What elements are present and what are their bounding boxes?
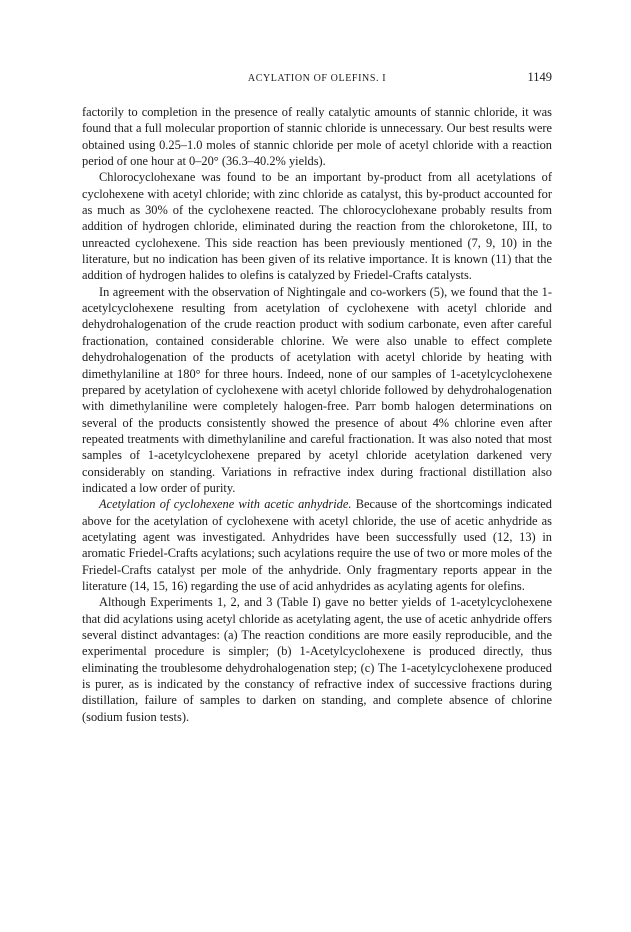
journal-page [82, 70, 552, 725]
paragraph-advantages [82, 594, 552, 725]
paragraph-text: Chlorocyclohexane was found to be an important by-product from all acetylations of cyclohexene with acetyl chloride; with zinc chloride as catalyst, this by-product accounted for as much as 30% of the cyclohexene reacted. The chlorocyclohexane probably results from addition of hydrogen chloride, eliminated during the reaction from the chloroketone, III, to unreacted cyclohexene. This side reaction has been previously mentioned (7, 9, 10) in the literature, but no indication has been given of its relative importance. It is known (11) that the addition of hydrogen halides to olefins is catalyzed by Friedel-Crafts catalysts. [82, 170, 552, 283]
section-run-in-heading: Acetylation of cyclohexene with acetic anhydride. [99, 497, 352, 512]
article-body [82, 104, 552, 725]
paragraph-nightingale [82, 284, 552, 496]
paragraph-text: In agreement with the observation of Nightingale and co-workers (5), we found that the 1-acetylcyclohexene resulting from acetylation of cyclohexene with acetyl chloride and dehydrohalogenation of the crude reaction product with sodium carbonate, even after careful fractionation, contained considerable chlorine. We were also unable to effect complete dehydrohalogenation of the products of acetylation with acetyl chloride by heating with dimethylaniline at 180° for three hours. Indeed, none of our samples of 1-acetylcyclohexene prepared by acetylation of cyclohexene with acetyl chloride followed by dehydrohalogenation with dimethylaniline were completely halogen-free. Parr bomb halogen determinations on several of the products consistently showed the presence of about 4% chlorine even after repeated treatments with dimethylaniline and careful fractionation. It was also noted that most samples of 1-acetylcyclohexene prepared by acetyl chloride acetylation darkened very considerably on standing. Variations in refractive index during fractional distillation also indicated a low order of purity. [82, 284, 552, 495]
page-header [82, 70, 552, 92]
paragraph-acetic-anhydride [82, 496, 552, 594]
paragraph-text: factorily to completion in the presence of really catalytic amounts of stannic chloride, it was found that a full molecular proportion of stannic chloride is unnecessary. Our best results were obtained using 0.25–1.0 moles of stannic chloride per mole of acetyl chloride with a reaction period of one hour at 0–20° (36.3–40.2% yields). [82, 105, 552, 169]
paragraph-text: Because of the shortcomings indicated above for the acetylation of cyclohexene with acetyl chloride, the use of acetic anhydride as acetylating agent was investigated. Anhydrides have been successfully used (12, 13) in aromatic Friedel-Crafts acylations; such acylations require the use of two or more moles of the Friedel-Crafts catalyst per mole of the anhydride. Only fragmentary reports appear in the literature (14, 15, 16) regarding the use of acid anhydrides as acylating agents for olefins. [82, 497, 552, 593]
paragraph-text: Although Experiments 1, 2, and 3 (Table I) gave no better yields of 1-acetylcyclohexene that did acylations using acetyl chloride as acetylating agent, the use of acetic anhydride offers several distinct advantages: (a) The reaction conditions are more easily reproducible, and the experimental procedure is simpler; (b) 1-Acetylcyclohexene is produced directly, thus eliminating the troublesome dehydrohalogenation step; (c) The 1-acetylcyclohexene produced is purer, as is indicated by the constancy of refractive index of successive fractions during distillation, failure of samples to darken on standing, and complete absence of chlorine (sodium fusion tests). [82, 595, 552, 724]
paragraph-chlorocyclohexane [82, 169, 552, 283]
page-number: 1149 [527, 70, 552, 84]
paragraph-continuation [82, 104, 552, 169]
running-title: ACYLATION OF OLEFINS. I [247, 73, 387, 84]
